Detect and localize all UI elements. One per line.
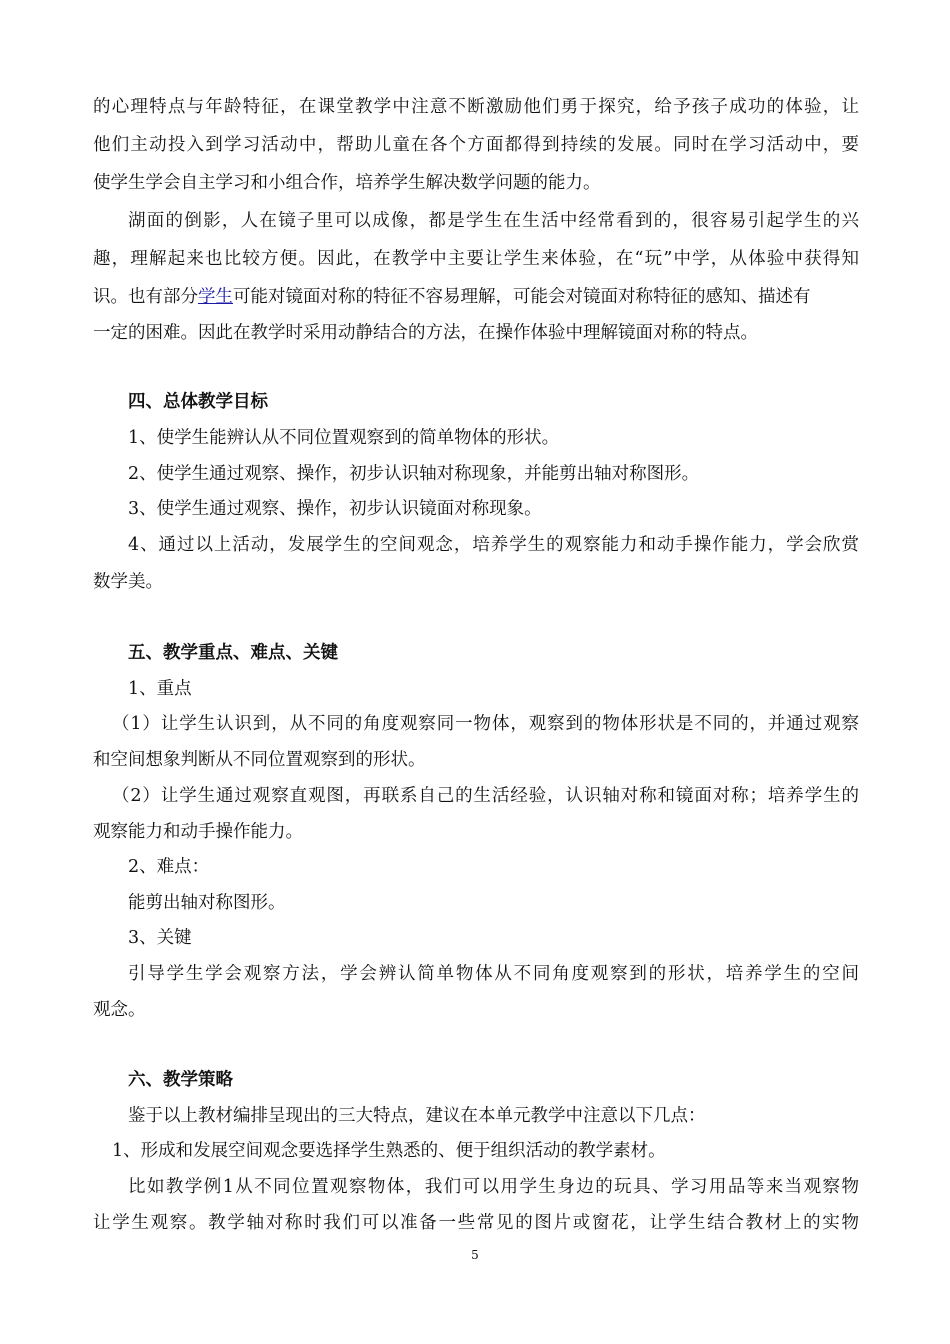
- text-line: 观察能力和动手操作能力。: [93, 822, 303, 842]
- student-link[interactable]: 学生: [198, 287, 233, 307]
- text-segment: 识。也有部分: [93, 287, 198, 307]
- text-line: 他们主动投入到学习活动中，帮助儿童在各个方面都得到持续的发展。同时在学习活动中，要: [93, 135, 859, 155]
- text-line: [93, 285, 811, 309]
- subheading: 2、难点：: [128, 857, 210, 877]
- text-line: （1）让学生认识到，从不同的角度观察同一物体，观察到的物体形状是不同的，并通过观察: [112, 714, 859, 734]
- text-line: 数学美。: [93, 572, 163, 592]
- text-line: 使学生学会自主学习和小组合作，培养学生解决数学问题的能力。: [93, 173, 601, 193]
- section-heading: 六、教学策略: [128, 1070, 233, 1090]
- text-line: 比如教学例1从不同位置观察物体，我们可以用学生身边的玩具、学习用品等来当观察物: [128, 1177, 859, 1197]
- text-line: （2）让学生通过观察直观图，再联系自己的生活经验，认识轴对称和镜面对称；培养学生的: [112, 786, 859, 806]
- list-item: 1、使学生能辨认从不同位置观察到的简单物体的形状。: [128, 428, 560, 448]
- subheading: 1、重点: [128, 679, 192, 699]
- section-heading: 五、教学重点、难点、关键: [128, 643, 338, 663]
- text-line: 鉴于以上教材编排呈现出的三大特点，建议在本单元教学中注意以下几点：: [128, 1106, 706, 1126]
- text-line: 一定的困难。因此在教学时采用动静结合的方法，在操作体验中理解镜面对称的特点。: [93, 323, 758, 343]
- text-line: 观念。: [93, 1000, 146, 1020]
- text-line: 能剪出轴对称图形。: [128, 893, 286, 913]
- text-line: 引导学生学会观察方法，学会辨认简单物体从不同角度观察到的形状，培养学生的空间: [128, 964, 859, 984]
- text-line: 和空间想象判断从不同位置观察到的形状。: [93, 750, 426, 770]
- list-item: 2、使学生通过观察、操作，初步认识轴对称现象，并能剪出轴对称图形。: [128, 464, 700, 484]
- text-line: 让学生观察。教学轴对称时我们可以准备一些常见的图片或窗花，让学生结合教材上的实物: [93, 1213, 859, 1233]
- list-item: 3、使学生通过观察、操作，初步认识镜面对称现象。: [128, 499, 542, 519]
- text-line: 1、形成和发展空间观念要选择学生熟悉的、便于组织活动的教学素材。: [112, 1141, 666, 1161]
- text-segment: 可能对镜面对称的特征不容易理解，可能会对镜面对称特征的感知、描述有: [233, 287, 811, 307]
- page-number: 5: [471, 1248, 479, 1262]
- list-item: 4、通过以上活动，发展学生的空间观念，培养学生的观察能力和动手操作能力，学会欣赏: [128, 535, 859, 555]
- subheading: 3、关键: [128, 928, 192, 948]
- text-line: 湖面的倒影，人在镜子里可以成像，都是学生在生活中经常看到的，很容易引起学生的兴: [128, 211, 859, 231]
- text-line: 趣，理解起来也比较方便。因此，在教学中主要让学生来体验，在“玩”中学，从体验中获得知: [93, 249, 859, 269]
- text-line: 的心理特点与年龄特征，在课堂教学中注意不断激励他们勇于探究，给予孩子成功的体验，让: [93, 97, 859, 117]
- section-heading: 四、总体教学目标: [128, 392, 268, 412]
